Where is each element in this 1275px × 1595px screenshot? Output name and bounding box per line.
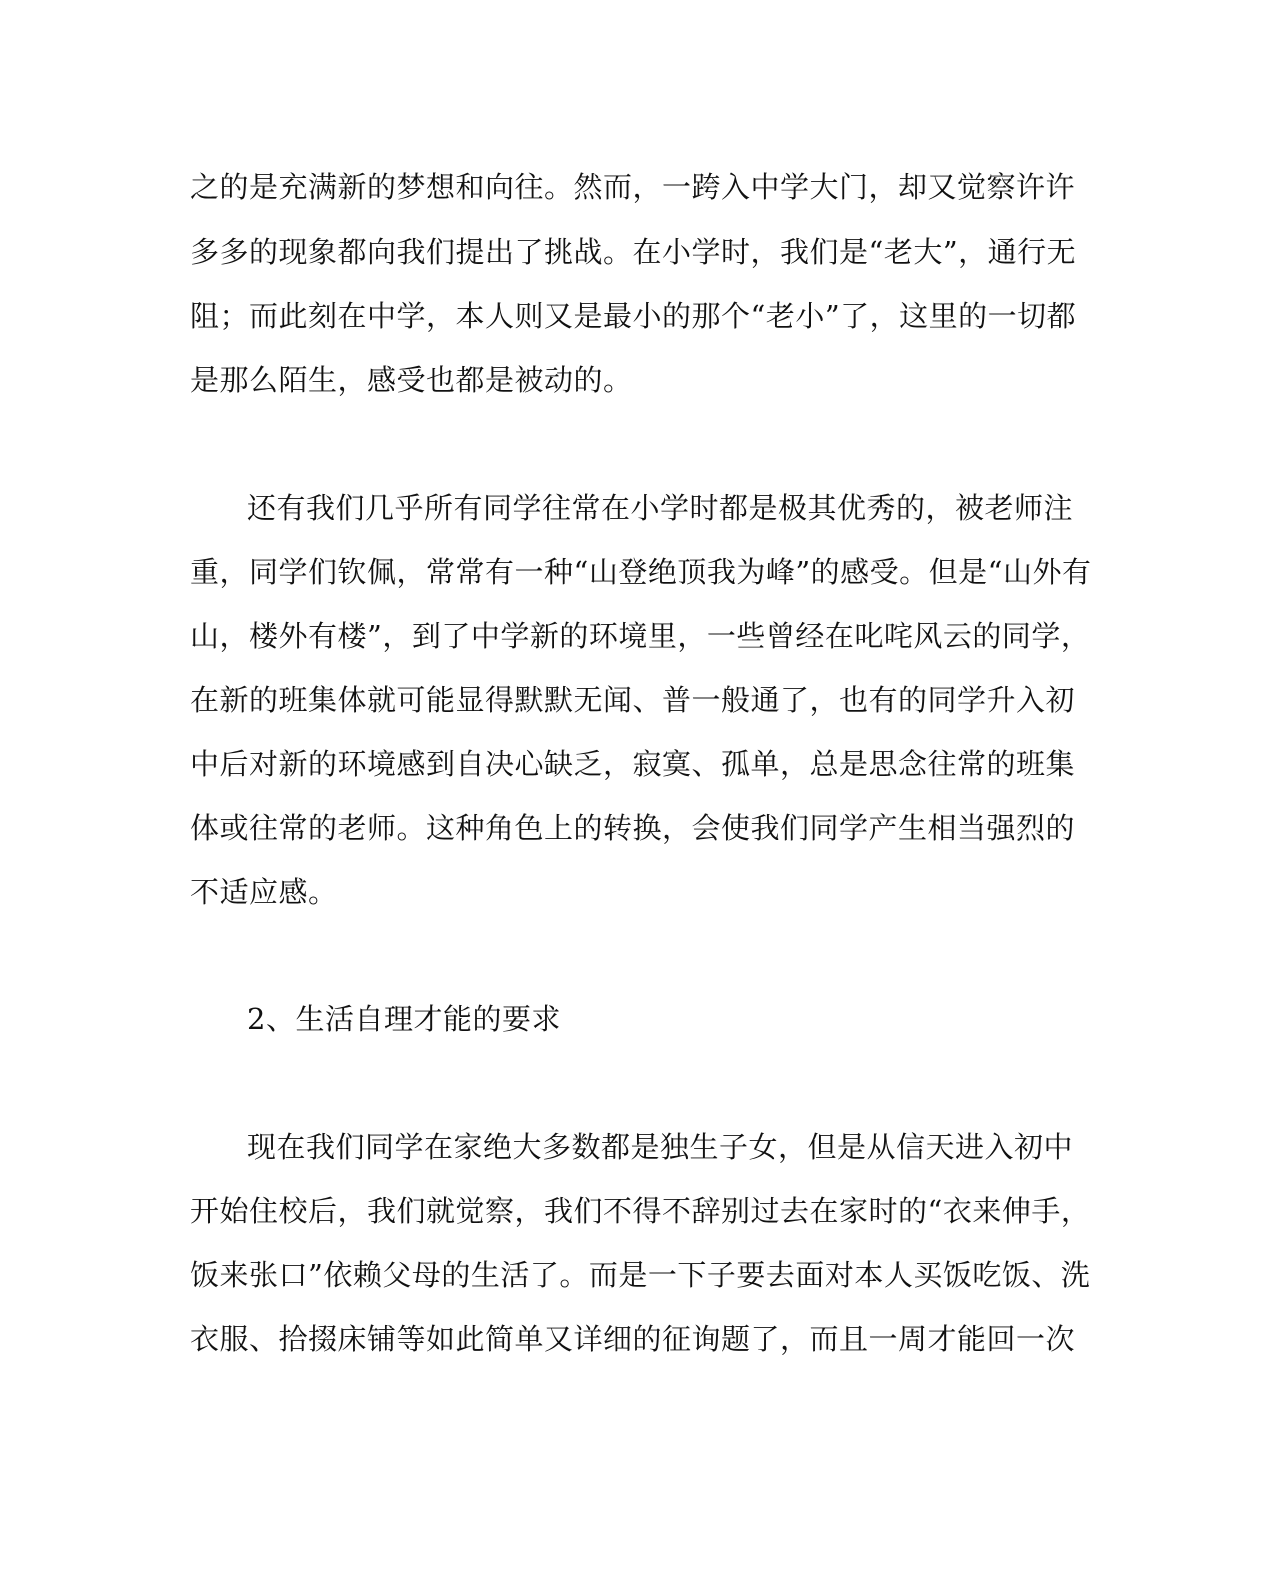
paragraph-3-line-4: 衣服、拾掇床铺等如此简单又详细的征询题了，而且一周才能回一次 — [190, 1322, 1076, 1356]
paragraph-1-line-3: 阻；而此刻在中学，本人则又是最小的那个“老小”了，这里的一切都 — [190, 299, 1077, 333]
paragraph-3-line-3: 饭来张口”依赖父母的生活了。而是一下子要去面对本人买饭吃饭、洗 — [190, 1258, 1091, 1292]
paragraph-2-line-6: 体或往常的老师。这种角色上的转换，会使我们同学产生相当强烈的 — [190, 811, 1076, 845]
paragraph-2-line-7: 不适应感。 — [190, 875, 338, 909]
paragraph-2-line-5: 中后对新的环境感到自决心缺乏，寂寞、孤单，总是思念往常的班集 — [190, 747, 1076, 781]
paragraph-2-line-4: 在新的班集体就可能显得默默无闻、普一般通了，也有的同学升入初 — [190, 683, 1076, 717]
paragraph-3-line-1: 现在我们同学在家绝大多数都是独生子女，但是从信天进入初中 — [247, 1130, 1074, 1164]
paragraph-3-line-2: 开始住校后，我们就觉察，我们不得不辞别过去在家时的“衣来伸手， — [190, 1194, 1091, 1228]
paragraph-2-line-2: 重，同学们钦佩，常常有一种“山登绝顶我为峰”的感受。但是“山外有 — [190, 555, 1092, 589]
section-heading: 2、生活自理才能的要求 — [247, 1002, 561, 1036]
paragraph-2-line-3: 山，楼外有楼”，到了中学新的环境里，一些曾经在叱咤风云的同学， — [190, 619, 1091, 653]
paragraph-2-line-1: 还有我们几乎所有同学往常在小学时都是极其优秀的，被老师注 — [247, 491, 1074, 525]
paragraph-1-line-1: 之的是充满新的梦想和向往。然而，一跨入中学大门，却又觉察许许 — [190, 170, 1076, 204]
paragraph-1-line-4: 是那么陌生，感受也都是被动的。 — [190, 363, 633, 397]
paragraph-1-line-2: 多多的现象都向我们提出了挑战。在小学时，我们是“老大”，通行无 — [190, 235, 1077, 269]
